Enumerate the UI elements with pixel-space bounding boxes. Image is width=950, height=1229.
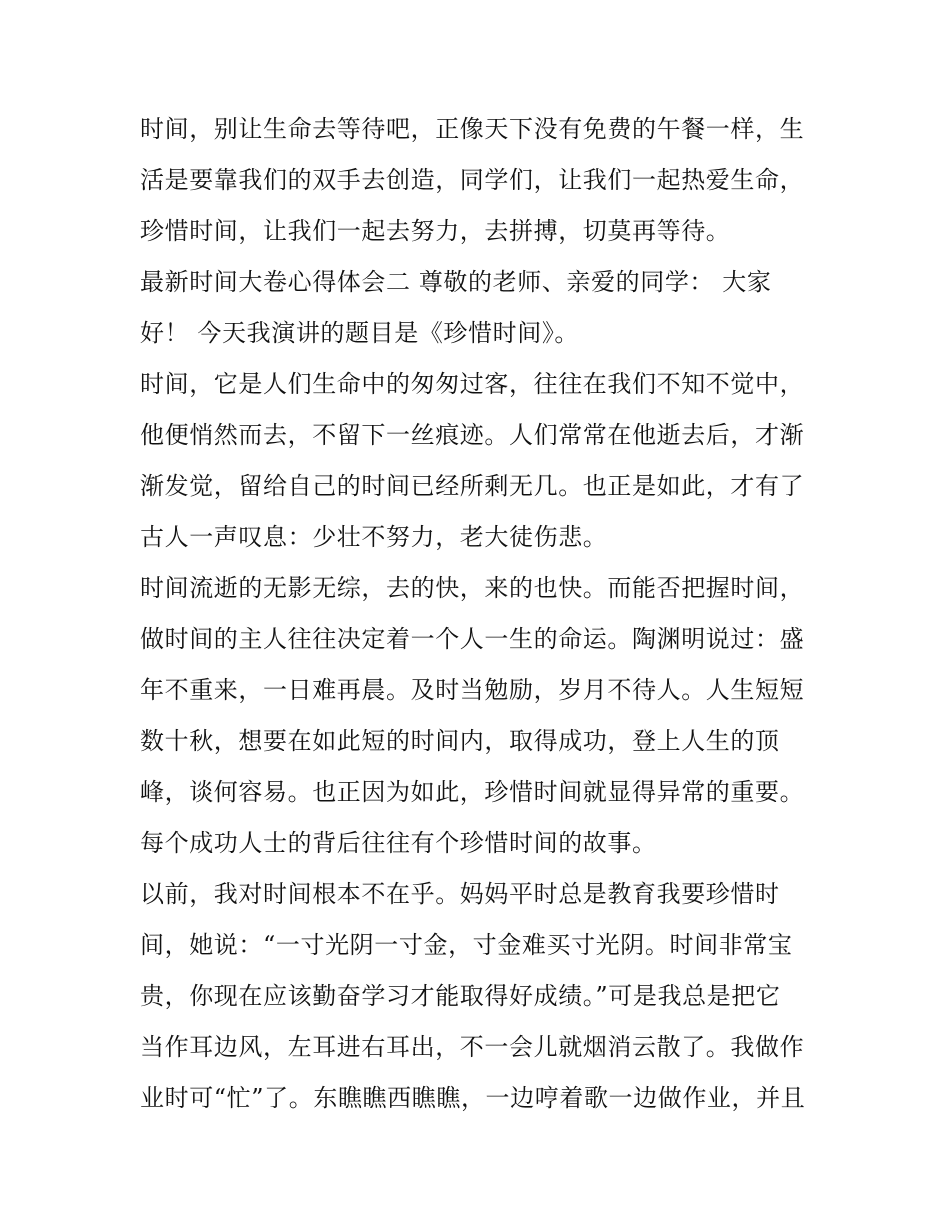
document-body bbox=[140, 104, 820, 1124]
text-line: 峰，谈何容易。也正因为如此，珍惜时间就显得异常的重要。 bbox=[140, 778, 805, 806]
text-line: 每个成功人士的背后往往有个珍惜时间的故事。 bbox=[140, 829, 657, 857]
text-line: 古人一声叹息：少壮不努力，老大徒伤悲。 bbox=[140, 523, 608, 551]
text-line: 以前，我对时间根本不在乎。妈妈平时总是教育我要珍惜时 bbox=[140, 880, 780, 908]
text-line: 最新时间大卷心得体会二 尊敬的老师、亲爱的同学： 大家 bbox=[140, 268, 772, 296]
text-line: 当作耳边风，左耳进右耳出，不一会儿就烟消云散了。我做作 bbox=[140, 1033, 805, 1061]
text-line: 他便悄然而去，不留下一丝痕迹。人们常常在他逝去后，才渐 bbox=[140, 421, 805, 449]
text-line: 业时可“忙”了。东瞧瞧西瞧瞧，一边哼着歌一边做作业，并且 bbox=[140, 1084, 806, 1112]
text-line: 间，她说：“一寸光阴一寸金，寸金难买寸光阴。时间非常宝 bbox=[140, 931, 793, 959]
text-line: 时间，别让生命去等待吧，正像天下没有免费的午餐一样，生 bbox=[140, 115, 805, 143]
text-line: 渐发觉，留给自己的时间已经所剩无几。也正是如此，才有了 bbox=[140, 472, 805, 500]
text-line: 时间，它是人们生命中的匆匆过客，往往在我们不知不觉中， bbox=[140, 370, 805, 398]
text-line: 贵，你现在应该勤奋学习才能取得好成绩。”可是我总是把它 bbox=[140, 982, 781, 1010]
text-line: 做时间的主人往往决定着一个人一生的命运。陶渊明说过：盛 bbox=[140, 625, 805, 653]
text-line: 活是要靠我们的双手去创造，同学们，让我们一起热爱生命， bbox=[140, 166, 805, 194]
text-line: 珍惜时间，让我们一起去努力，去拼搏，切莫再等待。 bbox=[140, 217, 731, 245]
text-line: 年不重来，一日难再晨。及时当勉励，岁月不待人。人生短短 bbox=[140, 676, 805, 704]
text-line: 数十秋，想要在如此短的时间内，取得成功，登上人生的顶 bbox=[140, 727, 780, 755]
text-line: 时间流逝的无影无综，去的快，来的也快。而能否把握时间， bbox=[140, 574, 805, 602]
text-line: 好！ 今天我演讲的题目是《珍惜时间》。 bbox=[140, 319, 580, 347]
